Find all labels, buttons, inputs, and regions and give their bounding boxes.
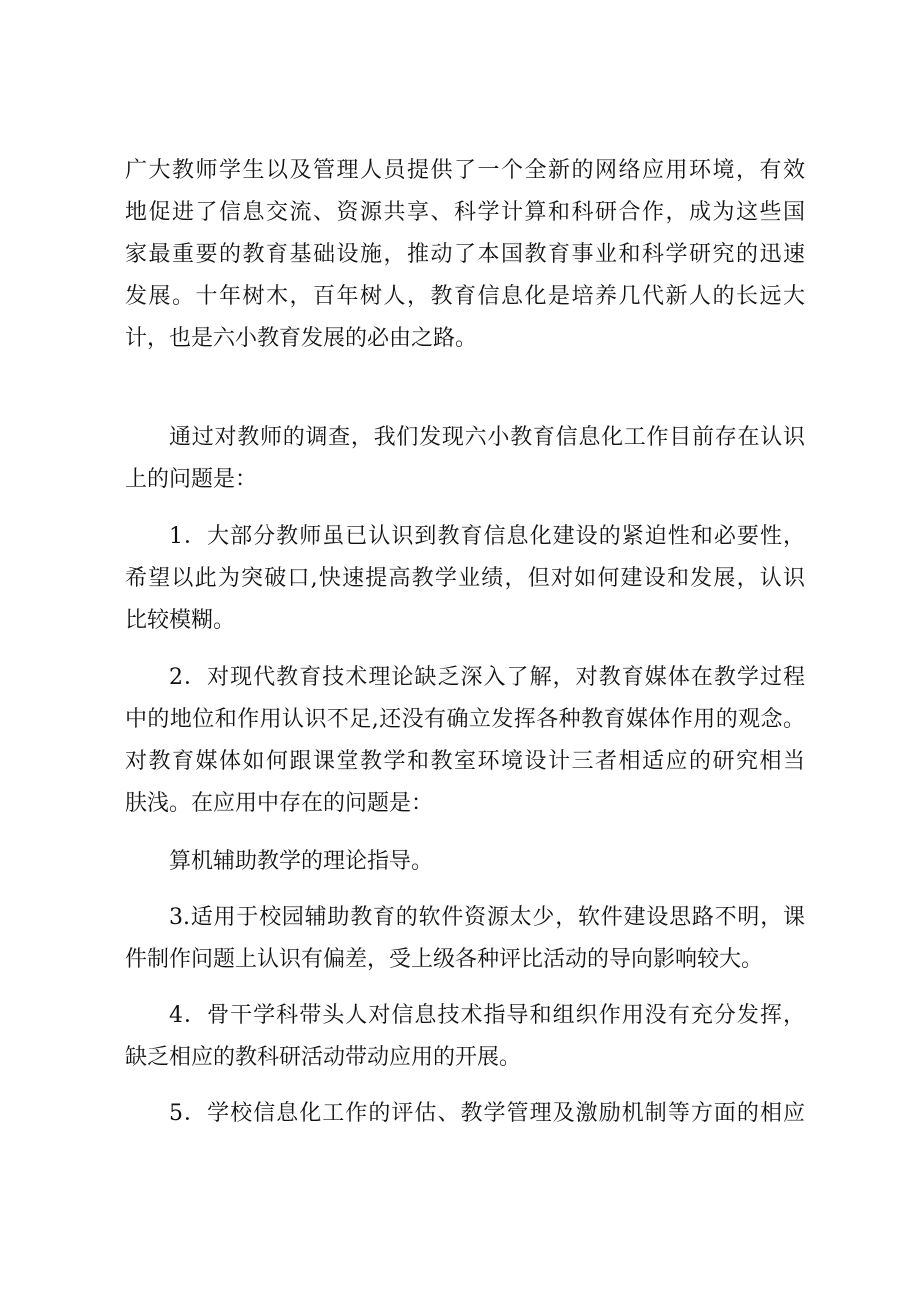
text-line: 对教育媒体如何跟课堂教学和教室环境设计三者相适应的研究相当 [125,749,805,774]
text-line: 算机辅助教学的理论指导。 [169,849,434,874]
text-line: 计，也是六小教育发展的必由之路。 [125,326,478,351]
text-line: 3.适用于校园辅助教育的软件资源太少，软件建设思路不明，课 [169,905,805,930]
paragraph-item-5 [125,1093,805,1135]
text-line: 家最重要的教育基础设施，推动了本国教育事业和科学研究的迅速 [125,242,805,267]
text-line: 5．学校信息化工作的评估、教学管理及激励机制等方面的相应 [169,1101,805,1126]
text-line: 发展。十年树木，百年树人，教育信息化是培养几代新人的长远大 [125,284,805,309]
text-line: 1．大部分教师虽已认识到教育信息化建设的紧迫性和必要性， [169,524,805,549]
text-line: 地促进了信息交流、资源共享、科学计算和科研合作，成为这些国 [125,200,805,225]
text-line: 广大教师学生以及管理人员提供了一个全新的网络应用环境，有效 [125,158,805,183]
text-line: 比较模糊。 [125,608,236,633]
text-line: 件制作问题上认识有偏差，受上级各种评比活动的导向影响较大。 [125,947,764,972]
text-line: 4．骨干学科带头人对信息技术指导和组织作用没有充分发挥， [169,1003,805,1028]
text-line: 缺乏相应的教科研活动带动应用的开展。 [125,1045,522,1070]
paragraph-item-2 [125,657,805,825]
text-line: 上的问题是： [125,467,258,492]
paragraph-item-3 [125,897,805,981]
paragraph-item-4 [125,995,805,1079]
paragraph-intro-continuation [125,150,805,360]
text-line: 2．对现代教育技术理论缺乏深入了解，对教育媒体在教学过程 [169,665,805,690]
text-line: 中的地位和作用认识不足,还没有确立发挥各种教育媒体作用的观念。 [125,707,805,732]
paragraph-survey-findings [125,417,805,501]
text-line: 通过对教师的调查，我们发现六小教育信息化工作目前存在认识 [169,425,805,450]
text-line: 希望以此为突破口,快速提高教学业绩，但对如何建设和发展，认识 [125,566,805,591]
paragraph-cai-guidance [125,841,805,883]
text-line: 肤浅。在应用中存在的问题是： [125,791,434,816]
paragraph-item-1 [125,516,805,642]
